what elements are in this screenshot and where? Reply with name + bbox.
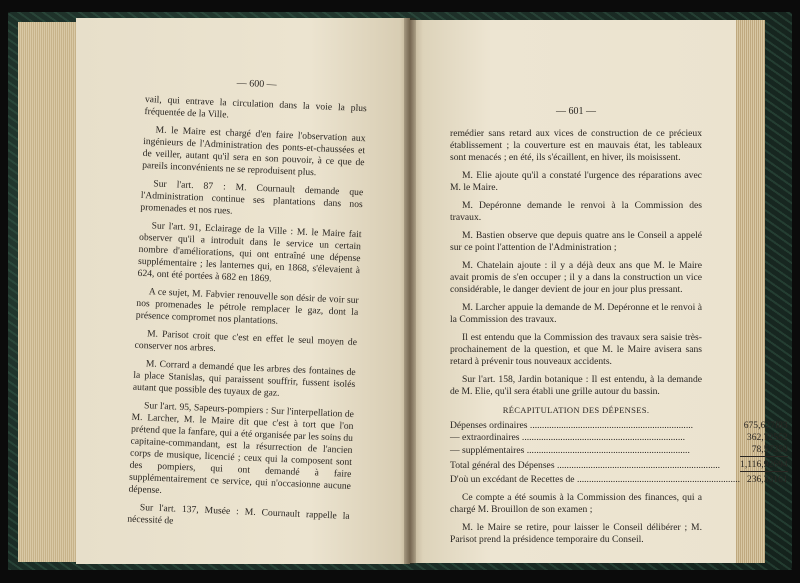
paragraph: Sur l'art. 158, Jardin botanique : Il est entendu, à la demande de M. Elie, qu'il sera établi une grille autour du bassin. [450,374,702,397]
paragraph: Sur l'art. 87 : M. Cournault demande que l'Administration continue ses plantations dans nos promenades et nos rues. [140,178,364,217]
recap-amount: 362,725 [746,432,779,443]
recap-total-cents: 94 [778,457,788,472]
recap-label: Dépenses ordinaires ..... [450,420,740,432]
recap-amount: 78,573 [751,444,779,455]
recap-title: RÉCAPITULATION DES DÉPENSES. [502,405,650,415]
paragraph: M. Parisot croit que c'est en effet le seul moyen de conserver nos arbres. [134,328,358,355]
recap-row [450,420,788,432]
paragraph: M. le Maire se retire, pour laisser le Conseil délibérer ; M. Parisot prend la présidence temporaire du Conseil. [450,522,702,545]
paragraph: M. Elie ajoute qu'il a constaté l'urgence des réparations avec M. le Maire. [450,170,702,193]
left-text-column [127,74,368,541]
recap-row [450,444,788,457]
right-page [410,20,788,563]
recap-cents: 52 [778,432,788,443]
paragraph: Sur l'art. 95, Sapeurs-pompiers : Sur l'interpellation de M. Larcher, M. le Maire dit que c'est à tort que l'on prétend que la fanfare, qui a été organisée par les soins du capitaine-commandant, est la résurrection de l'ancien corps de musique, licencié ; ceux qui la composent sont des pompiers, qui ont demandé à faire supplémentairement ce service, qui n'occasionne aucune dépense. [128,400,355,497]
right-text-column [450,106,788,552]
recap-cents: 83 [778,420,788,431]
paragraph: M. Chatelain ajoute : il y a déjà deux ans que M. le Maire avait promis de s'en occuper ; il y a dans la construction un vice considérable, le danger devient de jour en jour plus pressant. [450,260,702,295]
page-number: — 600 — [236,77,277,91]
recap-excedent-label: D'où un excédant de Recettes de ..... [450,472,740,487]
paragraph: Sur l'art. 91, Eclairage de la Ville : M. le Maire fait observer qu'il a introduit dans le service un certain nombre d'améliorations, qui ont entraîné une dépense supplémentaire ; les lanternes qui, en 1868, s'élevaient à 624, ont été portées à 682 en 1869. [137,220,362,285]
left-page [76,18,410,564]
page-number: — 601 — [556,106,596,117]
left-page-edges [18,22,78,562]
recap-amount: 675,627f [743,420,779,431]
paragraph: A ce sujet, M. Fabvier renouvelle son désir de voir sur nos promenades le pétrole remplacer le gaz, dont la présence compromet nos plantations. [135,286,359,327]
recap-excedent-cents: 61 [778,472,788,487]
recap-label: — supplémentaires ..... [450,444,740,457]
recap-total-amount: 1,116,926 [740,457,778,472]
paragraph: M. Larcher appuie la demande de M. Depéronne et le renvoi à la Commission des travaux. [450,302,702,325]
recap-excedent-row [450,472,788,487]
recap-row [450,432,788,444]
book-gutter [404,18,416,564]
recap-label: — extraordinaires ..... [450,432,740,444]
recap-excedent-amount: 236,331 [740,472,778,487]
paragraph: M. le Maire est chargé d'en faire l'observation aux ingénieurs de l'Administration des ponts-et-chaussées et de veiller, autant qu'il sera en son pouvoir, à ce que de pareils inconvénients ne se reproduisent plus. [141,124,366,179]
recap-total-label: Total général des Dépenses ..... [450,457,740,472]
recap-total-row [450,457,788,472]
paragraph: remédier sans retard aux vices de construction de ce précieux établissement ; la couverture est en mauvais état, les tableaux sont menacés ; en été, ils s'écaillent, en hiver, ils moisissent. [450,128,702,163]
recap-table [450,420,788,486]
recap-cents: 59 [778,444,788,455]
paragraph: Ce compte a été soumis à la Commission des finances, qui a chargé M. Brouillon de son examen ; [450,492,702,515]
paragraph: Sur l'art. 137, Musée : M. Cournault rappelle la nécessité de [127,502,350,527]
paragraph: M. Depéronne demande le renvoi à la Commission des travaux. [450,200,702,223]
paragraph: M. Corrard a demandé que les arbres des fontaines de la place Stanislas, qui paraissent souffrir, fussent isolés autant que possible des tuyaux de gaz. [132,358,356,399]
paragraph: M. Bastien observe que depuis quatre ans le Conseil a appelé sur ce point l'attention de l'Administration ; [450,230,702,253]
paragraph: vail, qui entrave la circulation dans la voie la plus fréquentée de la Ville. [144,93,367,121]
paragraph: Il est entendu que la Commission des travaux sera saisie très-prochainement de la question, et que M. le Maire avisera sans retard à prévenir tous nouveaux accidents. [450,332,702,367]
